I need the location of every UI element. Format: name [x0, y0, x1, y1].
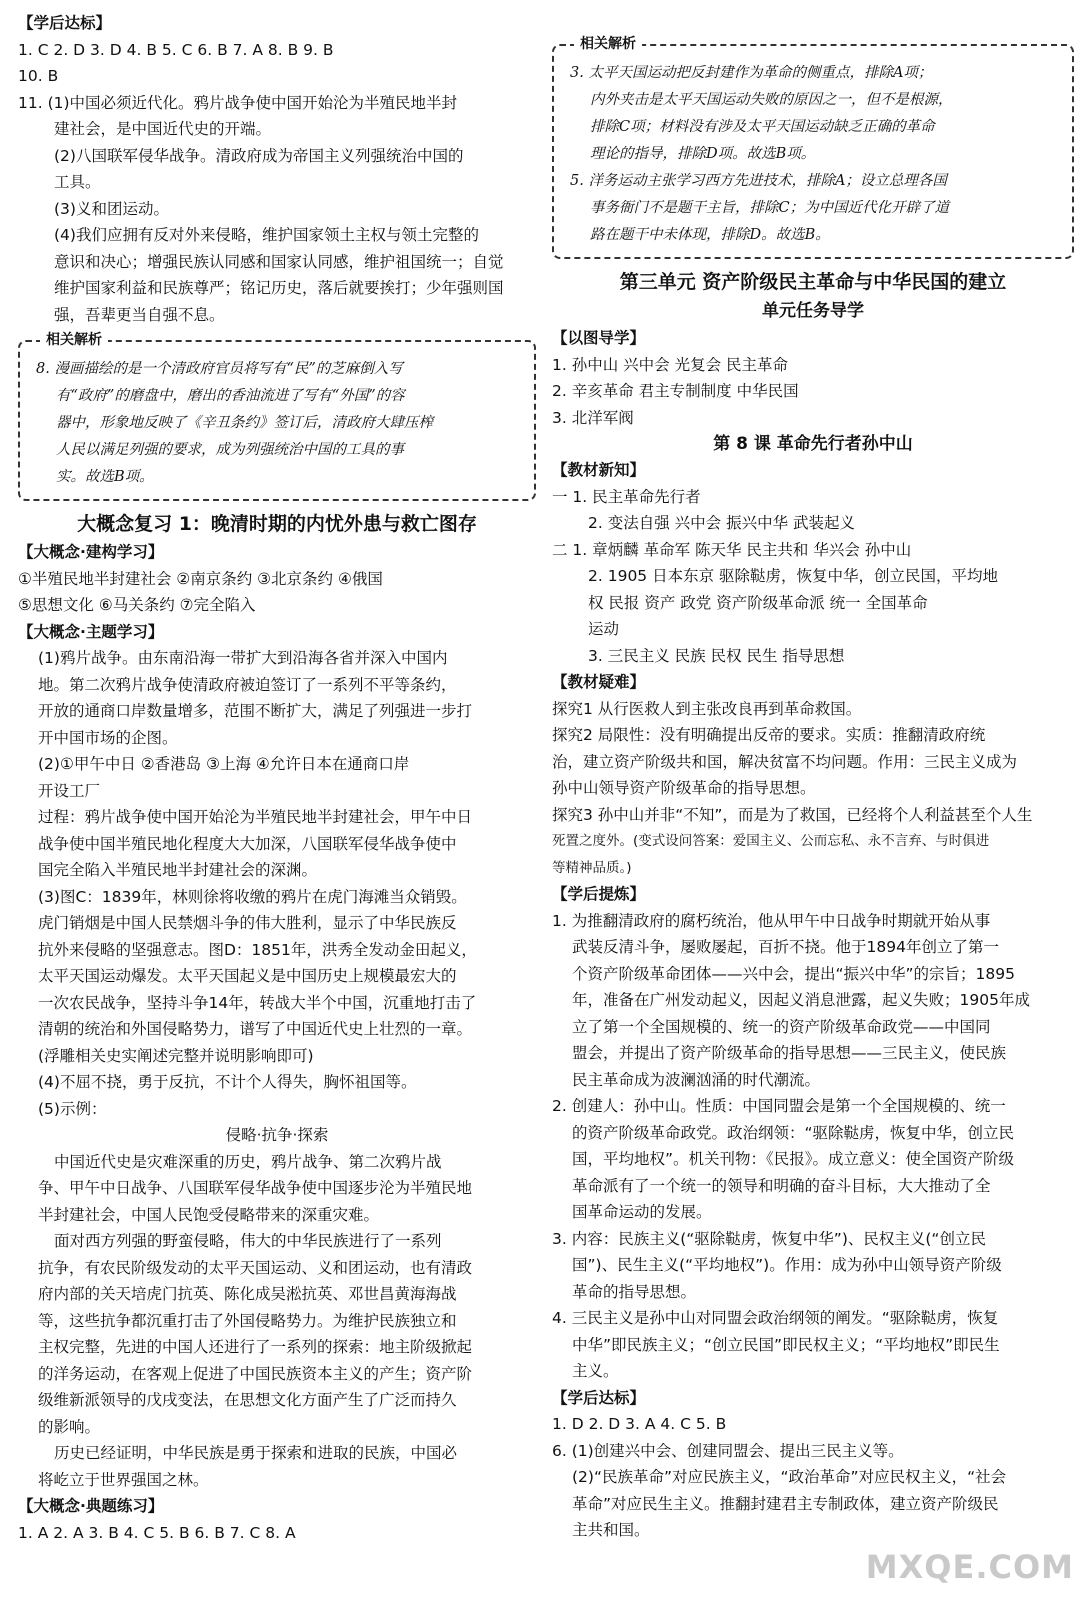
answer-line: 国完全陷入半殖民地半封建社会的深渊。 [38, 861, 318, 879]
answer-line: 民主革命成为波澜汹涌的时代潮流。 [572, 1070, 821, 1089]
unit-subtitle: 单元任务导学 [762, 301, 864, 321]
answer-line: 建社会，是中国近代史的开端。 [54, 120, 272, 138]
section-heading-xuehou: 【学后达标】 [18, 14, 112, 32]
answer-line: 太平天国运动爆发。太平天国起义是中国历史上规模最宏大的 [38, 967, 457, 985]
answer-line: (3)图C：1839年，林则徐将收缴的鸦片在虎门海滩当众销毁。 [38, 887, 467, 906]
answer-line: (2)“民族革命”对应民族主义，“政治革命”对应民权主义，“社会 [572, 1468, 1007, 1486]
answer-line: 开设工厂 [38, 781, 101, 800]
analysis-line: 3. 太平天国运动把反封建作为革命的侧重点，排除A项； [570, 65, 933, 81]
essay-line: 等，这些抗争都沉重打击了外国侵略势力。为维护民族独立和 [38, 1311, 457, 1330]
answer-line: 过程：鸦片战争使中国开始沦为半殖民地半封建社会，甲午中日 [38, 808, 473, 826]
answer-line: ⑤思想文化 ⑥马关条约 ⑦完全陷入 [18, 596, 256, 614]
section-heading-refine: 【学后提炼】 [552, 885, 646, 903]
answer-line: 地。第二次鸦片战争使清政府被迫签订了一系列不平等条约， [38, 675, 457, 694]
section-heading-build: 【大概念·建构学习】 [18, 543, 164, 561]
answer-line: 运动 [588, 620, 620, 638]
unit-title: 第三单元 资产阶级民主革命与中华民国的建立 [619, 271, 1007, 293]
answer-line: 探究2 局限性：没有明确提出反帝的要求。实质：推翻清政府统 [552, 726, 986, 744]
answer-line: 2. 1905 日本东京 驱除鞑虏，恢复中华，创立民国，平均地 [588, 567, 999, 585]
essay-line: 将屹立于世界强国之林。 [38, 1470, 209, 1489]
essay-line: 主权完整，先进的中国人还进行了一系列的探索：地主阶级掀起 [38, 1338, 473, 1356]
answer-line: 开放的通商口岸数量增多，范围不断扩大，满足了列强进一步打 [38, 702, 473, 720]
essay-line: 的影响。 [38, 1417, 101, 1436]
lesson-title: 第 8 课 革命先行者孙中山 [713, 434, 913, 454]
analysis-line: 5. 洋务运动主张学习西方先进技术，排除A；设立总理各国 [570, 173, 947, 189]
answer-line: 2. 变法自强 兴中会 振兴中华 武装起义 [588, 514, 855, 532]
answer-line: 1. 为推翻清政府的腐朽统治，他从甲午中日战争时期就开始从事 [552, 911, 991, 930]
answer-line: 战争使中国半殖民地化程度大大加深，八国联军侵华战争使中 [38, 834, 457, 853]
answer-line: 一 1. 民主革命先行者 [552, 487, 701, 506]
answer-line: 1. C 2. D 3. D 4. B 5. C 6. B 7. A 8. B 9. B [18, 40, 334, 59]
analysis-line: 理论的指导，排除D项。故选B项。 [590, 146, 816, 162]
section-heading-theme: 【大概念·主题学习】 [18, 622, 164, 641]
answer-line: 二 1. 章炳麟 革命军 陈天华 民主共和 华兴会 孙中山 [552, 540, 912, 559]
answer-line: (2)①甲午中日 ②香港岛 ③上海 ④允许日本在通商口岸 [38, 755, 410, 773]
answer-line: 国”)、民生主义(“平均地权”)。作用：成为孙中山领导资产阶级 [572, 1256, 1002, 1274]
analysis-box [552, 36, 1074, 259]
analysis-line: 8. 漫画描绘的是一个清政府官员将写有“民”的芝麻倒入写 [36, 361, 403, 377]
answer-line: 11. (1)中国必须近代化。鸦片战争使中国开始沦为半殖民地半封 [18, 93, 458, 112]
answer-line: 强，吾辈更当自强不息。 [54, 305, 225, 324]
answer-line: 3. 北洋军阀 [552, 408, 634, 427]
answer-line: 一次农民战争，坚持斗争14年，转战大半个中国，沉重地打击了 [38, 993, 477, 1012]
answer-line: (2)八国联军侵华战争。清政府成为帝国主义列强统治中国的 [54, 146, 464, 165]
analysis-line: 内外夹击是太平天国运动失败的原因之一，但不是根源， [590, 92, 953, 108]
analysis-box [18, 332, 536, 501]
answer-line: (1)鸦片战争。由东南沿海一带扩大到沿海各省并深入中国内 [38, 649, 448, 667]
answer-line: 1. A 2. A 3. B 4. C 5. B 6. B 7. C 8. A [18, 1523, 296, 1542]
answer-line: 盟会，并提出了资产阶级革命的指导思想——三民主义，使民族 [572, 1044, 1007, 1062]
answer-line: (4)不屈不挠，勇于反抗，不计个人得失，胸怀祖国等。 [38, 1073, 417, 1091]
answer-line: 4. 三民主义是孙中山对同盟会政治纲领的阐发。“驱除鞑虏，恢复 [552, 1309, 999, 1327]
section-heading-new: 【教材新知】 [552, 461, 646, 479]
answer-line: 探究1 从行医救人到主张改良再到革命救国。 [552, 699, 862, 718]
answer-line: 探究3 孙中山并非“不知”，而是为了救国，已经将个人利益甚至个人生 [552, 805, 1033, 824]
answer-line: (浮雕相关史实阐述完整并说明影响即可) [38, 1046, 314, 1065]
analysis-line: 事务衙门不是题干主旨，排除C；为中国近代化开辟了道 [590, 200, 950, 216]
analysis-label: 相关解析 [574, 35, 642, 53]
answer-line: 工具。 [54, 173, 101, 191]
section-heading-doubt: 【教材疑难】 [552, 673, 646, 691]
answer-line: 虎门销烟是中国人民禁烟斗争的伟大胜利，显示了中华民族反 [38, 914, 457, 932]
answer-line: 1. D 2. D 3. A 4. C 5. B [552, 1415, 727, 1433]
essay-line: 中国近代史是灾难深重的历史，鸦片战争、第二次鸦片战 [54, 1152, 442, 1171]
answer-line: 国，平均地权”。机关刊物：《民报》。成立意义：使全国资产阶级 [572, 1150, 1015, 1168]
answer-line: 的资产阶级革命政党。政治纲领：“驱除鞑虏，恢复中华，创立民 [572, 1123, 1015, 1142]
answer-line: 死置之度外。(变式设问答案：爱国主义、公而忘私、永不言弃、与时俱进 [552, 833, 990, 849]
essay-title: 侵略·抗争·探索 [225, 1126, 329, 1144]
answer-line: 意识和决心；增强民族认同感和国家认同感，维护祖国统一；自觉 [54, 252, 504, 271]
section-heading-practice: 【大概念·典题练习】 [18, 1497, 164, 1515]
essay-line: 府内部的关天培虎门抗英、陈化成吴淞抗英、邓世昌黄海海战 [38, 1285, 457, 1303]
answer-line: 等精神品质。) [552, 859, 632, 876]
answer-line: 3. 三民主义 民族 民权 民生 指导思想 [588, 646, 845, 665]
answer-line: 孙中山领导资产阶级革命的指导思想。 [552, 779, 816, 797]
answer-line: 清朝的统治和外国侵略势力，谱写了中国近代史上壮烈的一章。 [38, 1020, 473, 1038]
answer-line: 开中国市场的企图。 [38, 728, 178, 747]
answer-line: 1. 孙中山 兴中会 光复会 民主革命 [552, 355, 788, 374]
analysis-line: 排除C项；材料没有涉及太平天国运动缺乏正确的革命 [590, 119, 935, 135]
analysis-line: 器中，形象地反映了《辛丑条约》签订后，清政府大肆压榨 [56, 415, 433, 431]
essay-line: 级维新派领导的戊戌变法，在思想文化方面产生了广泛而持久 [38, 1391, 457, 1409]
answer-line: 个资产阶级革命团体——兴中会，提出“振兴中华”的宗旨；1895 [572, 964, 1016, 983]
answer-line: 革命的指导思想。 [572, 1282, 697, 1301]
essay-line: 历史已经证明，中华民族是勇于探索和进取的民族，中国必 [54, 1444, 458, 1462]
answer-line: 2. 创建人：孙中山。性质：中国同盟会是第一个全国规模的、统一 [552, 1097, 1006, 1115]
section-heading-after: 【学后达标】 [552, 1388, 646, 1407]
answer-line: 10. B [18, 67, 59, 85]
essay-line: 抗争，有农民阶级发动的太平天国运动、义和团运动，也有清政 [38, 1258, 473, 1277]
answer-line: ①半殖民地半封建社会 ②南京条约 ③北京条约 ④俄国 [18, 569, 383, 588]
answer-line: 主义。 [572, 1362, 619, 1380]
site-watermark: MXQE.COM [865, 1548, 1074, 1586]
answer-line: 治，建立资产阶级共和国，解决贫富不均问题。作用：三民主义成为 [552, 752, 1018, 771]
essay-line: 的洋务运动，在客观上促进了中国民族资本主义的产生；资产阶 [38, 1364, 473, 1383]
essay-line: 争、甲午中日战争、八国联军侵华战争使中国逐步沦为半殖民地 [38, 1179, 473, 1197]
right-column [552, 0, 1074, 1544]
answer-line: 权 民报 资产 政党 资产阶级革命派 统一 全国革命 [588, 593, 928, 612]
answer-line: 6. (1)创建兴中会、创建同盟会、提出三民主义等。 [552, 1441, 904, 1460]
answer-line: 革命”对应民生主义。推翻封建君主专制政体，建立资产阶级民 [572, 1494, 999, 1513]
answer-line: 维护国家利益和民族尊严；铭记历史，落后就要挨打；少年强则国 [54, 279, 504, 297]
answer-line: 2. 辛亥革命 君主专制制度 中华民国 [552, 382, 799, 400]
section-heading-guide: 【以图导学】 [552, 329, 646, 347]
answer-line: (4)我们应拥有反对外来侵略，维护国家领土主权与领土完整的 [54, 226, 479, 244]
essay-line: 半封建社会，中国人民饱受侵略带来的深重灾难。 [38, 1205, 380, 1224]
answer-line: 革命派有了一个统一的领导和明确的奋斗目标，大大推动了全 [572, 1176, 991, 1195]
left-column [18, 0, 536, 1546]
answer-line: 国革命运动的发展。 [572, 1203, 712, 1221]
answer-line: (3)义和团运动。 [54, 199, 169, 218]
analysis-line: 实。故选B项。 [56, 469, 154, 485]
answer-line: 中华”即民族主义；“创立民国”即民权主义；“平均地权”即民生 [572, 1335, 1000, 1354]
analysis-line: 路在题干中未体现，排除D。故选B。 [590, 227, 830, 243]
answer-line: 年，准备在广州发动起义，因起义消息泄露，起义失败；1905年成 [572, 991, 1030, 1009]
answer-line: 3. 内容：民族主义(“驱除鞑虏，恢复中华”)、民权主义(“创立民 [552, 1229, 986, 1248]
answer-line: 立了第一个全国规模的、统一的资产阶级革命政党——中国同 [572, 1017, 991, 1036]
review-title: 大概念复习 1：晚清时期的内忧外患与救亡图存 [77, 513, 477, 535]
analysis-line: 有“政府”的磨盘中，磨出的香油流进了写有“外国”的容 [56, 388, 405, 404]
answer-line: 抗外来侵略的坚强意志。图D：1851年，洪秀全发动金田起义， [38, 940, 477, 959]
answer-line: 武装反清斗争，屡败屡起，百折不挠。他于1894年创立了第一 [572, 938, 999, 956]
analysis-label: 相关解析 [40, 331, 108, 349]
answer-line: (5)示例： [38, 1099, 107, 1118]
analysis-line: 人民以满足列强的要求，成为列强统治中国的工具的事 [56, 442, 404, 458]
essay-line: 面对西方列强的野蛮侵略，伟大的中华民族进行了一系列 [54, 1232, 442, 1250]
answer-line: 主共和国。 [572, 1521, 650, 1539]
